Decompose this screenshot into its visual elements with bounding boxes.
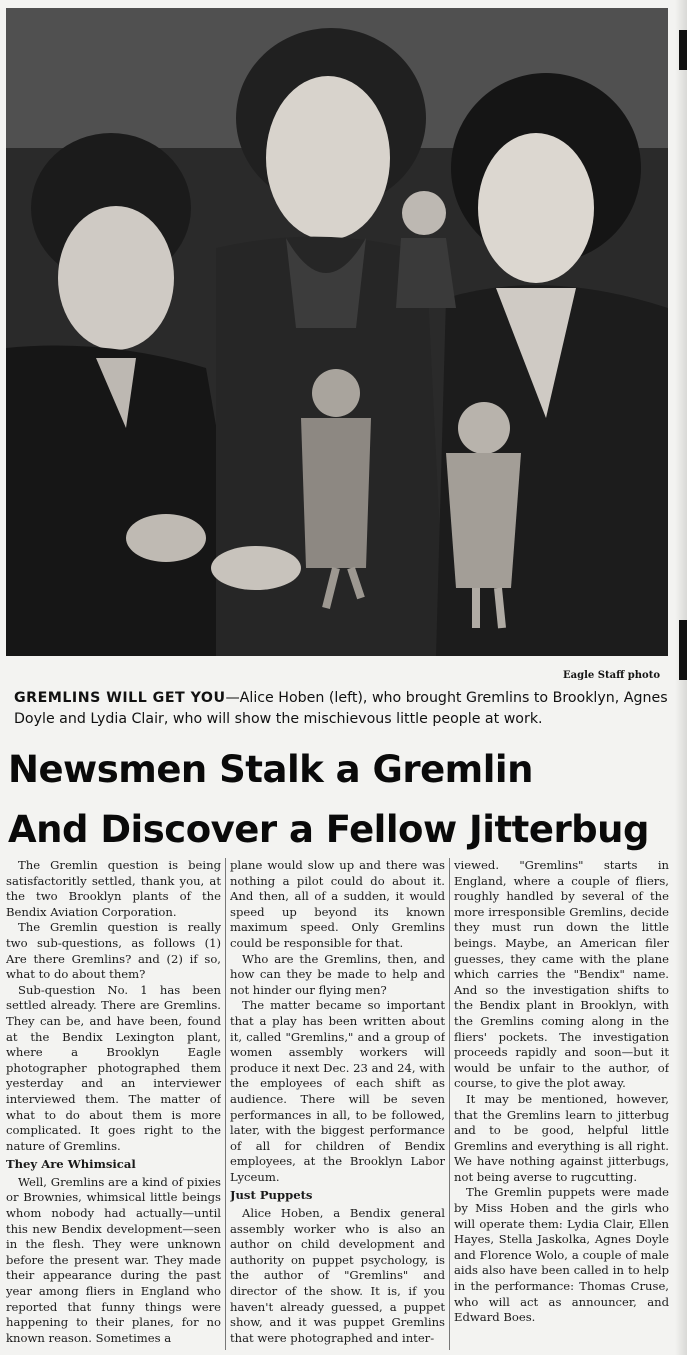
article-column-2 [230,858,445,1350]
photo-credit: Eagle Staff photo [563,670,660,681]
woman-middle-face [266,76,390,240]
paragraph: Well, Gremlins are a kind of pixies or Brownies, whimsical little beings whom nobody had actually—until this new Bendix development—seen in the flesh. They were unknown before the present war. They made their appearance during the past year among fliers in England who reported that funny things were happening to their planes, for no known reason. Sometimes a [6,1174,221,1345]
puppet-left [312,369,360,417]
column-rule [449,858,450,1350]
photo-illustration [6,8,668,656]
headline-line-1: Newsmen Stalk a Gremlin [8,748,533,791]
subheading: Just Puppets [230,1188,313,1203]
paragraph: viewed. "Gremlins" starts in England, where a couple of fliers, roughly handled by several of the more irresponsible Gremlins, decide they must run down the little beings. Maybe, an American filer guesses, they came with the plane which carries the "Bendix" name. And so the investigation shifts to the Bendix plant in Brooklyn, with the Gremlins coming along in the fliers' pockets. The investigation proceeds rapidly and soon—but it would be unfair to the author, of course, to give the plot away. [454,858,669,1091]
paragraph: It may be mentioned, however, that the Gremlins learn to jitterbug and to be good, helpful little Gremlins and everything is all right. We have nothing against jitterbugs, not being averse to rugcutting. [454,1091,669,1184]
headline-line-2: And Discover a Fellow Jitterbug [8,808,649,851]
caption-text: —Alice Hoben (left), who brought Gremlins to Brooklyn, Agnes Doyle and Lydia Clair, who will show the mischievous little people at work. [14,690,668,727]
news-photo [6,8,668,656]
photo-caption [14,688,668,730]
subheading: They Are Whimsical [6,1157,136,1172]
woman-right-face [478,133,594,283]
paragraph: The Gremlin question is really two sub-questions, as follows (1) Are there Gremlins? and (2) if so, what to do about them? [6,920,221,982]
article-column-1 [6,858,221,1350]
puppet-top [402,191,446,235]
page-edge [675,0,687,1355]
puppet-right [458,402,510,454]
column-rule [225,858,226,1350]
paragraph: Sub-question No. 1 has been settled already. There are Gremlins. They can be, and have been, found at the Bendix Lexington plant, where a Brooklyn Eagle photographer photographed them yesterday and an interviewer interviewed them. The matter of what to do about them is more complicated. It goes right to the nature of Gremlins. [6,982,221,1153]
paragraph: The Gremlin puppets were made by Miss Hoben and the girls who will operate them: Lydia Clair, Ellen Hayes, Stella Jaskolka, Agnes Doyle and Florence Wolo, a couple of male aids also have been called in to help in the performance: Thomas Cruse, who will act as announcer, and Edward Boes. [454,1185,669,1325]
paragraph: Alice Hoben, a Bendix general assembly worker who is also an author on child development and authority on puppet psychology, is the author of "Gremlins" and director of the show. It is, if you haven't already guessed, a puppet show, and it was puppet Gremlins that were photographed and inter- [230,1206,445,1345]
article-column-3 [454,858,669,1350]
paragraph: Who are the Gremlins, then, and how can they be made to help and not hinder our flying men? [230,951,445,997]
woman-left-face [58,206,174,350]
caption-lead: GREMLINS WILL GET YOU [14,690,226,706]
paragraph: The Gremlin question is being satisfactoritly settled, thank you, at the two Brooklyn plants of the Bendix Aviation Corporation. [6,858,221,919]
paragraph: plane would slow up and there was nothing a pilot could do about it. And then, all of a sudden, it would speed up beyond its known maximum speed. Only Gremlins could be responsible for that. [230,858,445,950]
paragraph: The matter became so important that a play has been written about it, called "Gremlins," and a group of women assembly workers will produce it next Dec. 23 and 24, with the employees of each shift as audience. There will be seven performances in all, to be followed, later, with the biggest performance of all for children of Bendix employees, at the Brooklyn Labor Lyceum. [230,998,445,1184]
article-body [6,858,670,1350]
